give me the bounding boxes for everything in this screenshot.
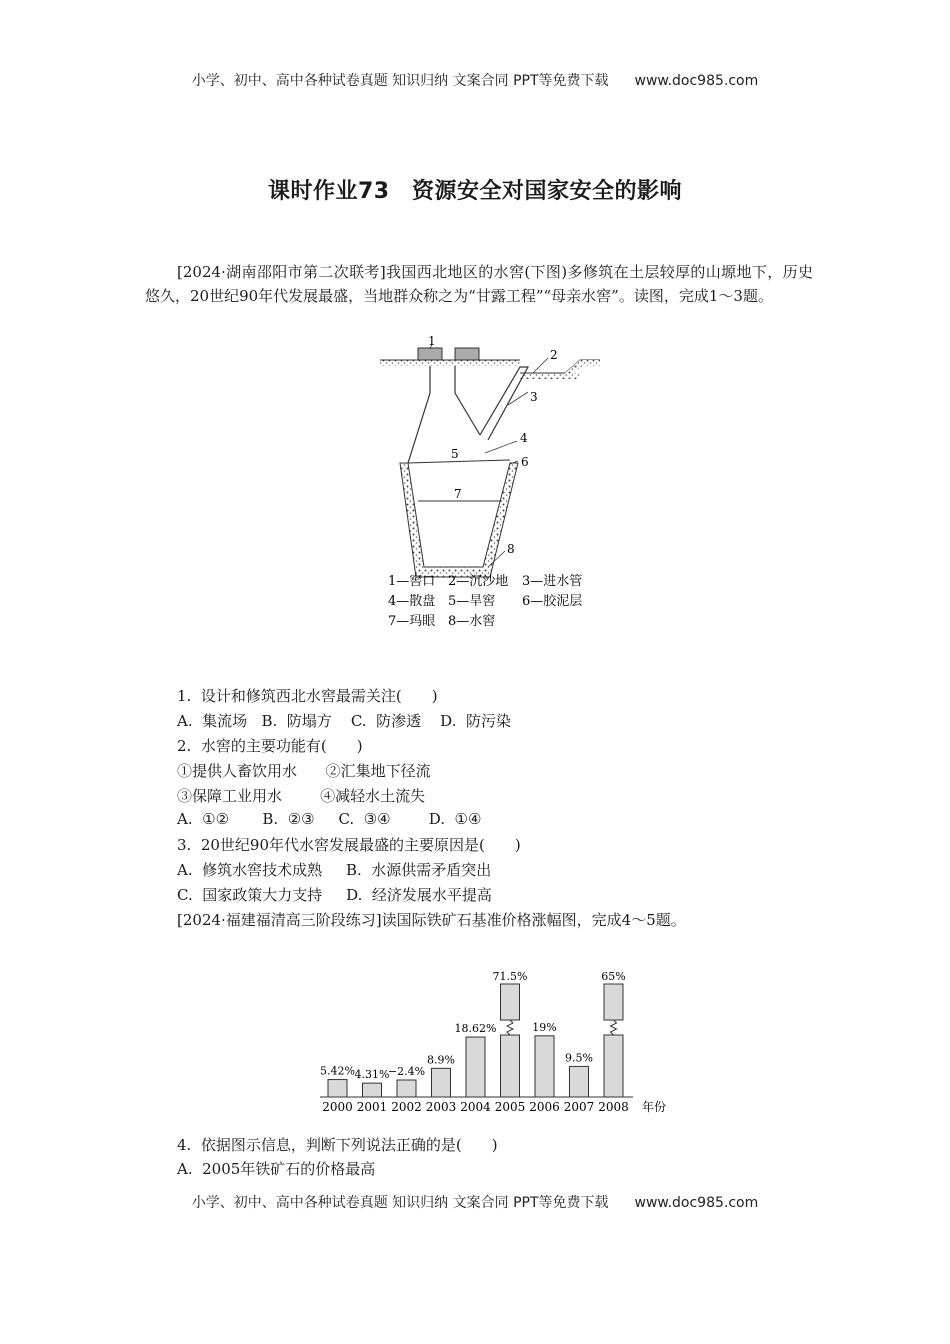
bar-2005	[501, 1035, 520, 1097]
diagram-number: 7	[454, 487, 462, 501]
question-3-options: A. 修筑水窖技术成熟 B. 水源供需矛盾突出	[177, 861, 492, 879]
diagram-legend: 5—旱窖	[448, 594, 496, 609]
page-footer	[0, 1192, 950, 1212]
diagram-number: 3	[530, 390, 538, 404]
bar-2007	[570, 1066, 589, 1097]
diagram-legend: 7—玛眼	[388, 614, 436, 629]
question-1-options: A. 集流场 B. 防塌方 C. 防渗透 D. 防污染	[177, 712, 511, 730]
header-text: 小学、初中、高中各种试卷真题 知识归纳 文案合同 PPT等免费下载	[191, 73, 609, 89]
data-label-2000: 5.42%	[320, 1064, 355, 1078]
data-label-2006: 19%	[532, 1020, 557, 1034]
data-label-2007: 9.5%	[565, 1051, 593, 1065]
data-label-2002: −2.4%	[387, 1064, 426, 1078]
intro-paragraph: [2024·湖南邵阳市第二次联考]我国西北地区的水窖(下图)多修筑在土层较厚的山塬地下，历史悠久，20世纪90年代发展最盛，当地群众称之为“甘露工程”“母亲水窖”。读图，完成1～3题。	[145, 263, 813, 305]
axis-break-2005	[507, 1020, 513, 1035]
tick-label-2004: 2004	[460, 1100, 491, 1114]
diagram-legend: 4—散盘	[388, 594, 436, 609]
tick-label-2001: 2001	[356, 1100, 388, 1114]
bar-2002	[397, 1080, 416, 1097]
bar-top-2005	[501, 984, 520, 1020]
question-2-options: A. ①② B. ②③ C. ③④ D. ①④	[177, 810, 482, 828]
tick-label-2003: 2003	[425, 1100, 457, 1114]
tick-label-2002: 2002	[391, 1100, 422, 1114]
footer-site[interactable]: www.doc985.com	[634, 1195, 759, 1211]
tick-label-2007: 2007	[563, 1100, 595, 1114]
tick-label-2008: 2008	[598, 1100, 629, 1114]
diagram-legend: 2—沉沙地	[448, 574, 509, 589]
data-label-2004: 18.62%	[454, 1022, 497, 1036]
header-site[interactable]: www.doc985.com	[634, 73, 759, 89]
tick-label-2000: 2000	[322, 1100, 353, 1114]
question-4-option-a: A. 2005年铁矿石的价格最高	[177, 1160, 376, 1178]
page-header	[0, 70, 950, 90]
dry-cellar	[408, 366, 480, 463]
water-cellar-diagram	[370, 335, 610, 635]
scatter-plate	[408, 460, 510, 463]
cellar-mouth	[455, 348, 479, 360]
question-3-options: C. 国家政策大力支持 D. 经济发展水平提高	[177, 886, 492, 904]
diagram-number: 5	[451, 447, 459, 461]
x-axis-label: 年份	[642, 1100, 667, 1114]
clay-layer	[400, 463, 518, 577]
diagram-number: 2	[550, 348, 558, 362]
bar-2008	[604, 1035, 623, 1097]
bar-2006	[535, 1036, 554, 1097]
question-3-stem: 3. 20世纪90年代水窖发展最盛的主要原因是( )	[177, 836, 521, 854]
diagram-number: 4	[520, 431, 528, 445]
iron-ore-price-chart	[315, 930, 675, 1120]
bar-2004	[466, 1037, 485, 1097]
footer-text: 小学、初中、高中各种试卷真题 知识归纳 文案合同 PPT等免费下载	[191, 1195, 609, 1211]
diagram-legend: 8—水窖	[448, 614, 496, 629]
question-2-stem: 2. 水窖的主要功能有( )	[177, 737, 363, 755]
tick-label-2006: 2006	[529, 1100, 560, 1114]
tick-label-2005: 2005	[494, 1100, 526, 1114]
diagram-legend: 3—进水管	[522, 574, 583, 589]
bar-top-2008	[604, 984, 623, 1020]
diagram-number: 6	[521, 455, 529, 469]
question-4-stem: 4. 依据图示信息，判断下列说法正确的是( )	[177, 1136, 498, 1154]
question-2-item: ③保障工业用水 ④减轻水土流失	[177, 787, 426, 805]
bar-2000	[328, 1080, 347, 1097]
axis-break-2008	[611, 1020, 617, 1035]
question-1-stem: 1. 设计和修筑西北水窖最需关注( )	[177, 687, 438, 705]
data-label-2001: 4.31%	[354, 1068, 390, 1082]
ground-surface	[380, 360, 520, 366]
ground-surface	[565, 360, 600, 379]
bar-2001	[363, 1083, 382, 1097]
data-label-2008: 65%	[601, 970, 626, 983]
diagram-legend: 6—胶泥层	[522, 594, 583, 609]
page-title: 课时作业73 资源安全对国家安全的影响	[267, 179, 683, 204]
data-label-2003: 8.9%	[427, 1053, 455, 1067]
diagram-number: 1	[428, 335, 436, 348]
question-2-item: ①提供人畜饮用水 ②汇集地下径流	[177, 762, 431, 780]
cellar-mouth	[418, 348, 442, 360]
bar-2003	[432, 1068, 451, 1097]
intro-chart: [2024·福建福清高三阶段练习]读国际铁矿石基准价格涨幅图，完成4～5题。	[177, 911, 686, 929]
data-label-2005: 71.5%	[492, 970, 528, 983]
diagram-legend: 1—窖口	[388, 574, 436, 589]
diagram-number: 8	[507, 542, 515, 556]
